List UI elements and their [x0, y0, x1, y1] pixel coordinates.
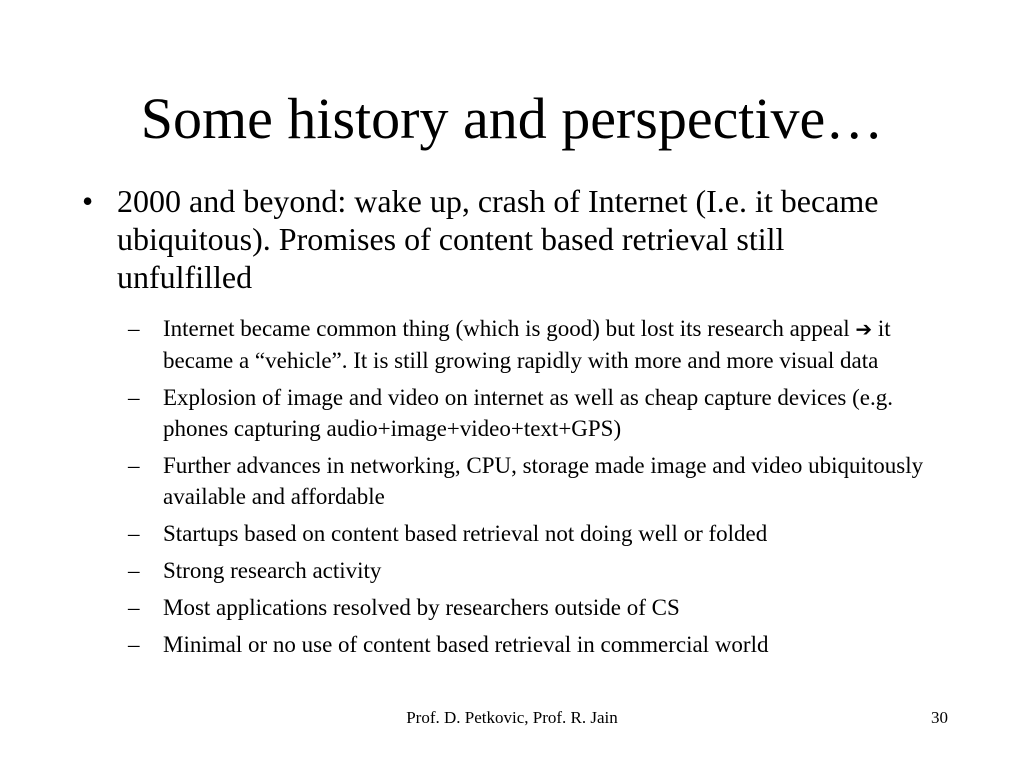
- dash-marker: –: [128, 558, 140, 583]
- sub-bullet: [128, 555, 938, 586]
- sub-bullet-text: Minimal or no use of content based retrieval in commercial world: [163, 632, 769, 657]
- sub-bullet: [128, 629, 938, 660]
- sub-bullet: [128, 450, 938, 512]
- dash-marker: –: [128, 385, 140, 410]
- sub-bullet: [128, 313, 938, 376]
- sub-bullet-text: Further advances in networking, CPU, storage made image and video ubiquitously available and affordable: [163, 453, 924, 509]
- sub-bullet: [128, 592, 938, 623]
- dash-marker: –: [128, 595, 140, 620]
- sub-bullet: [128, 518, 938, 549]
- sub-bullet-text: Explosion of image and video on internet as well as cheap capture devices (e.g. phones capturing audio+image+video+text+GPS): [163, 385, 893, 441]
- right-arrow-icon: ➔: [855, 317, 873, 341]
- slide-title: Some history and perspective…: [140, 86, 884, 151]
- dash-marker: –: [128, 632, 140, 657]
- sub-bullet-text: Internet became common thing (which is good) but lost its research appeal: [163, 316, 850, 341]
- main-bullet-text: 2000 and beyond: wake up, crash of Internet (I.e. it became ubiquitous). Promises of content based retrieval still unfulfilled: [117, 183, 879, 295]
- sub-bullet-text: it became a “vehicle”. It is still growing rapidly with more and more visual data: [163, 316, 891, 373]
- main-bullet: [82, 182, 912, 296]
- sub-bullet-text: Strong research activity: [163, 558, 382, 583]
- footer-authors: Prof. D. Petkovic, Prof. R. Jain: [406, 708, 618, 727]
- page-number: 30: [931, 708, 948, 727]
- sub-bullet-list: [128, 313, 938, 666]
- dash-marker: –: [128, 521, 140, 546]
- sub-bullet-text: Most applications resolved by researchers outside of CS: [163, 595, 680, 620]
- dash-marker: –: [128, 316, 140, 341]
- sub-bullet-text: Startups based on content based retrieval not doing well or folded: [163, 521, 768, 546]
- bullet-marker: •: [82, 183, 94, 219]
- sub-bullet: [128, 382, 938, 444]
- dash-marker: –: [128, 453, 140, 478]
